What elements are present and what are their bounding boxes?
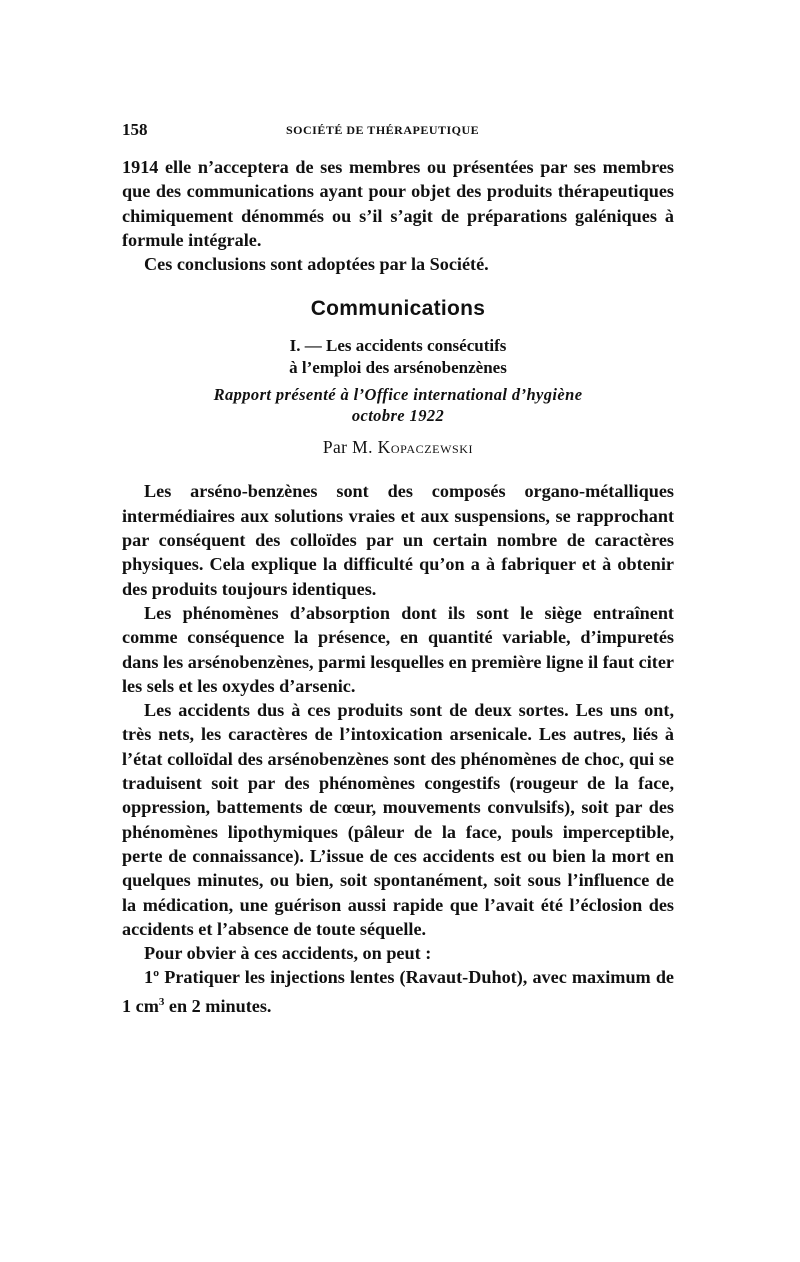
report-line-1: Rapport présenté à l’Office international d’hygiène	[213, 385, 583, 405]
list-item-text: Pratiquer les injections lentes (Ravaut-Duhot), avec maximum de 1 cm	[122, 967, 675, 1016]
article-title-line-1: I. — Les accidents consécutifs	[289, 336, 507, 356]
author-byline	[122, 437, 674, 458]
article-title-line-2: à l’emploi des arsénobenzènes	[289, 358, 507, 378]
paragraph: Pour obvier à ces accidents, on peut :	[144, 943, 432, 964]
list-item	[122, 965, 674, 1018]
list-item-text-end: en 2 minutes.	[164, 995, 272, 1016]
running-title: SOCIÉTÉ DE THÉRAPEUTIQUE	[286, 123, 480, 137]
conclusion-paragraph: Ces conclusions sont adoptées par la Société.	[144, 254, 489, 275]
page-number: 158	[122, 120, 148, 139]
paragraph: Les arséno-benzènes sont des composés organo-métalliques intermédiaires aux solutions vraies et aux suspensions, se rapprochant par conséquent des colloïdes par un certain nombre de caractères physiques. Cela explique la difficulté qu’on a à fabriquer et à obtenir des produits toujours identiques.	[122, 481, 674, 599]
section-title: Communications	[310, 297, 486, 321]
report-date: octobre 1922	[351, 406, 445, 426]
continuation-paragraph: 1914 elle n’acceptera de ses membres ou présentées par ses membres que des communications ayant pour objet des produits thérapeutiques chimiquement dénommés ou s’il s’agit de préparations galéniques à formule intégrale.	[122, 157, 674, 250]
list-item-superscript: 3	[158, 995, 165, 1008]
page-body	[122, 155, 674, 1018]
running-header	[122, 120, 668, 140]
author-name: Kopaczewski	[377, 437, 474, 458]
paragraph: Les accidents dus à ces produits sont de deux sortes. Les uns ont, très nets, les caractères de l’intoxication arsenicale. Les autres, liés à l’état colloïdal des arsénobenzènes sont des phénomènes de choc, qui se traduisent soit par des phénomènes congestifs (rougeur de la face, oppression, battements de cœur, mouvements convulsifs), soit par des phénomènes lipothymiques (pâleur de la face, pouls imperceptible, perte de connaissance). L’issue de ces accidents est ou bien la mort en quelques minutes, ou bien, soit spontanément, soit sous l’influence de la médication, une guérison aussi rapide que l’avait été l’éclosion des accidents et l’absence de toute séquelle.	[122, 700, 674, 939]
list-item-number: 1º	[144, 967, 160, 988]
paragraph: Les phénomènes d’absorption dont ils sont le siège entraînent comme conséquence la présence, en quantité variable, d’impuretés dans les arsénobenzènes, parmi lesquelles en première ligne il faut citer les sels et les oxydes d’arsenic.	[122, 602, 674, 696]
author-prefix: Par M.	[322, 437, 373, 458]
